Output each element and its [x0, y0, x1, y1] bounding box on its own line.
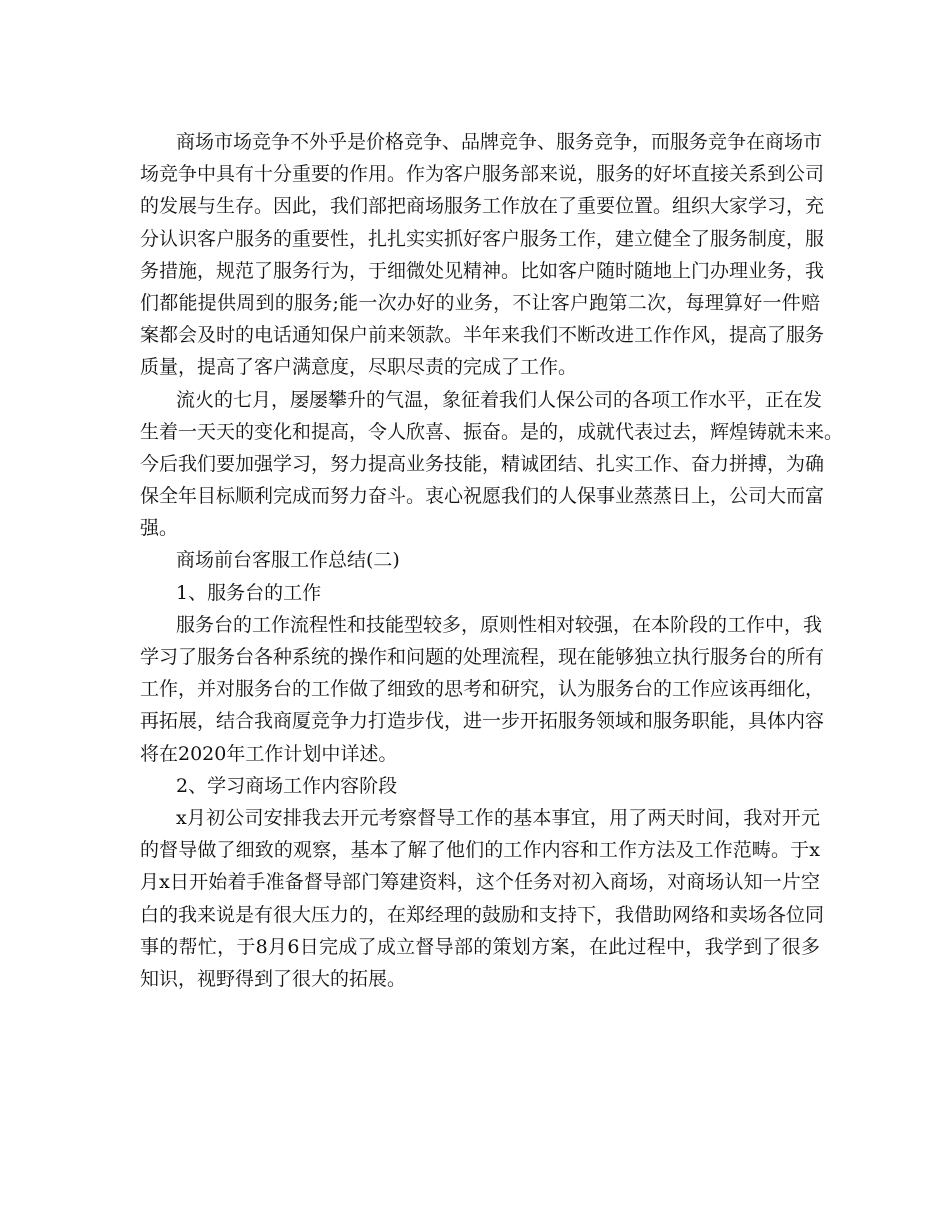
- text-line: 的督导做了细致的观察，基本了解了他们的工作内容和工作方法及工作范畴。于x: [140, 839, 820, 862]
- text-line: 案都会及时的电话通知保户前来领款。半年来我们不断改进工作作风，提高了服务: [140, 324, 825, 347]
- text-line: 学习了服务台各种系统的操作和问题的处理流程，现在能够独立执行服务台的所有: [140, 646, 825, 668]
- subsection-heading: 2、学习商场工作内容阶段: [176, 774, 398, 797]
- text-line: 场竞争中具有十分重要的作用。作为客户服务部来说，服务的好坏直接关系到公司: [140, 163, 825, 186]
- section-heading: 商场前台客服工作总结(二): [176, 549, 400, 572]
- text-line: 务措施，规范了服务行为，于细微处见精神。比如客户随时随地上门办理业务，我: [140, 259, 825, 282]
- text-line: 分认识客户服务的重要性，扎扎实实抓好客户服务工作，建立健全了服务制度，服: [140, 227, 825, 250]
- paragraph-learning-phase: [140, 802, 825, 995]
- document-body: [140, 126, 844, 995]
- text-line: 知识，视野得到了很大的拓展。: [140, 967, 407, 990]
- text-line: 今后我们要加强学习，努力提高业务技能，精诚团结、扎实工作、奋力拼搏，为确: [140, 452, 825, 475]
- text-line: 白的我来说是有很大压力的，在郑经理的鼓励和支持下，我借助网络和卖场各位同: [140, 903, 825, 926]
- text-line: 强。: [140, 517, 179, 540]
- text-line: 将在2020年工作计划中详述。: [140, 742, 398, 765]
- text-line: 服务台的工作流程性和技能型较多，原则性相对较强，在本阶段的工作中，我: [176, 613, 823, 636]
- text-line: 事的帮忙，于8月6日完成了成立督导部的策划方案，在此过程中，我学到了很多: [140, 935, 820, 958]
- text-line: 生着一天天的变化和提高，令人欣喜、振奋。是的，成就代表过去，辉煌铸就未来。: [140, 420, 844, 443]
- text-line: 商场市场竞争不外乎是价格竞争、品牌竞争、服务竞争，而服务竞争在商场市: [176, 131, 823, 153]
- subsection-heading: 1、服务台的工作: [176, 581, 322, 604]
- paragraph-service-desk: [140, 609, 825, 770]
- text-line: 月x日开始着手准备督导部门筹建资料，这个任务对初入商场，对商场认知一片空: [140, 871, 820, 894]
- text-line: 流火的七月，屡屡攀升的气温，象征着我们人保公司的各项工作水平，正在发: [176, 388, 823, 411]
- text-line: x月初公司安排我去开元考察督导工作的基本事宜，用了两天时间，我对开元: [176, 806, 820, 829]
- text-line: 保全年目标顺利完成而努力奋斗。衷心祝愿我们的人保事业蒸蒸日上，公司大而富: [140, 485, 825, 508]
- text-line: 们都能提供周到的服务;能一次办好的业务，不让客户跑第二次，每理算好一件赔: [140, 291, 820, 314]
- text-line: 的发展与生存。因此，我们部把商场服务工作放在了重要位置。组织大家学习，充: [140, 195, 825, 218]
- text-line: 工作，并对服务台的工作做了细致的思考和研究，认为服务台的工作应该再细化，: [140, 678, 825, 701]
- paragraph-customer-service: [140, 126, 825, 384]
- text-line: 再拓展，结合我商厦竞争力打造步伐，进一步开拓服务领域和服务职能，具体内容: [140, 710, 825, 733]
- text-line: 质量，提高了客户满意度，尽职尽责的完成了工作。: [140, 356, 578, 379]
- paragraph-july-outlook: [140, 384, 844, 545]
